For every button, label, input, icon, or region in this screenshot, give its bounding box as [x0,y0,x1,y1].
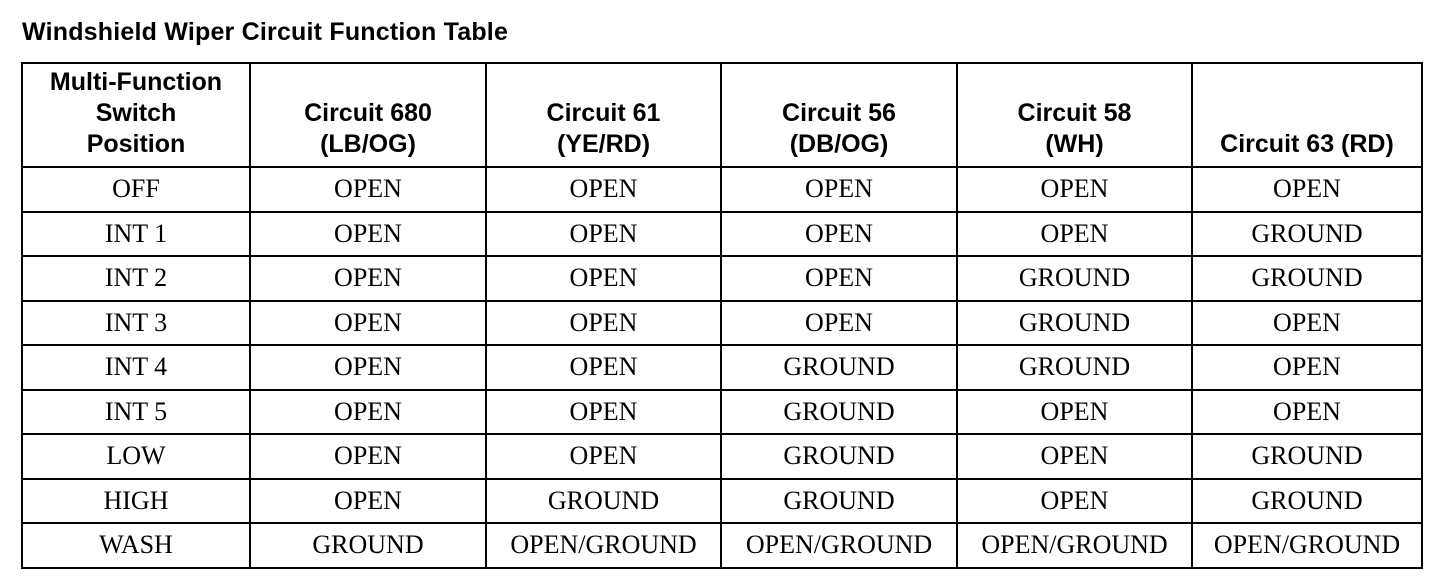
header-line: Circuit 56 [782,99,896,127]
cell-circuit-56: OPEN/GROUND [721,523,957,568]
cell-circuit-56: GROUND [721,434,957,479]
table-title: Windshield Wiper Circuit Function Table [22,18,509,46]
cell-circuit-63: GROUND [1192,479,1422,524]
cell-circuit-61: OPEN [486,434,721,479]
table-row [22,345,1422,390]
cell-circuit-58: GROUND [957,301,1192,346]
cell-circuit-680: OPEN [250,345,486,390]
header-circuit-56 [721,63,957,167]
cell-circuit-680: OPEN [250,256,486,301]
cell-position: OFF [22,167,250,212]
table-row [22,212,1422,257]
header-line: Multi-Function [49,68,223,96]
header-switch-position [22,63,250,167]
cell-circuit-63: GROUND [1192,212,1422,257]
cell-position: INT 2 [22,256,250,301]
table-row [22,390,1422,435]
cell-circuit-58: OPEN [957,167,1192,212]
cell-circuit-680: OPEN [250,212,486,257]
table-row [22,434,1422,479]
cell-circuit-58: GROUND [957,256,1192,301]
cell-position: INT 1 [22,212,250,257]
cell-circuit-56: OPEN [721,301,957,346]
header-circuit-61 [486,63,721,167]
cell-circuit-61: OPEN [486,212,721,257]
cell-position: HIGH [22,479,250,524]
cell-circuit-61: OPEN [486,167,721,212]
header-line: Circuit 63 (RD) [1220,130,1394,158]
header-line: Switch [95,99,177,127]
cell-circuit-63: OPEN [1192,390,1422,435]
cell-circuit-56: OPEN [721,212,957,257]
header-circuit-63 [1192,63,1422,167]
cell-circuit-61: OPEN/GROUND [486,523,721,568]
cell-circuit-58: GROUND [957,345,1192,390]
cell-circuit-61: OPEN [486,390,721,435]
circuit-function-table [21,62,1423,569]
cell-circuit-58: OPEN [957,212,1192,257]
header-line: Circuit 58 [1017,99,1132,127]
cell-position: INT 4 [22,345,250,390]
cell-circuit-63: GROUND [1192,434,1422,479]
header-line: (WH) [1045,130,1104,158]
header-circuit-58 [957,63,1192,167]
header-line: (LB/OG) [320,130,416,158]
cell-circuit-61: OPEN [486,301,721,346]
cell-position: INT 5 [22,390,250,435]
header-line: Circuit 61 [546,99,661,127]
cell-circuit-58: OPEN/GROUND [957,523,1192,568]
cell-position: LOW [22,434,250,479]
cell-position: WASH [22,523,250,568]
cell-circuit-680: GROUND [250,523,486,568]
cell-circuit-680: OPEN [250,301,486,346]
cell-circuit-680: OPEN [250,479,486,524]
cell-circuit-680: OPEN [250,434,486,479]
header-line: (DB/OG) [789,130,889,158]
cell-circuit-56: GROUND [721,345,957,390]
table-row [22,479,1422,524]
cell-circuit-63: OPEN [1192,167,1422,212]
table-row [22,523,1422,568]
table-row [22,167,1422,212]
cell-circuit-63: GROUND [1192,256,1422,301]
cell-position: INT 3 [22,301,250,346]
table-row [22,301,1422,346]
cell-circuit-61: OPEN [486,345,721,390]
cell-circuit-61: GROUND [486,479,721,524]
cell-circuit-58: OPEN [957,479,1192,524]
cell-circuit-63: OPEN [1192,301,1422,346]
cell-circuit-63: OPEN [1192,345,1422,390]
table-row [22,256,1422,301]
header-circuit-680 [250,63,486,167]
cell-circuit-63: OPEN/GROUND [1192,523,1422,568]
header-line: (YE/RD) [556,130,651,158]
cell-circuit-58: OPEN [957,390,1192,435]
cell-circuit-56: OPEN [721,167,957,212]
cell-circuit-61: OPEN [486,256,721,301]
cell-circuit-56: GROUND [721,390,957,435]
header-line: Position [86,130,186,158]
cell-circuit-680: OPEN [250,390,486,435]
header-row [22,63,1422,167]
cell-circuit-680: OPEN [250,167,486,212]
cell-circuit-58: OPEN [957,434,1192,479]
cell-circuit-56: GROUND [721,479,957,524]
cell-circuit-56: OPEN [721,256,957,301]
header-line: Circuit 680 [304,99,432,127]
